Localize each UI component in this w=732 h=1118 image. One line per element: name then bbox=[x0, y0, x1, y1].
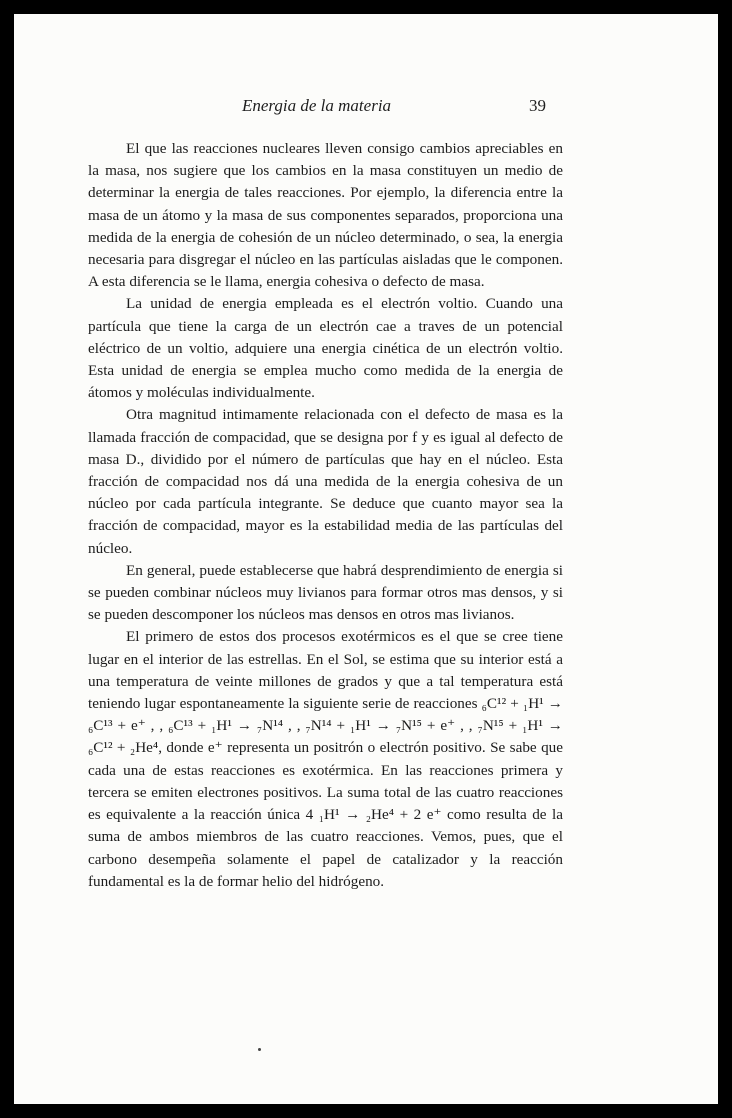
body-text bbox=[88, 138, 563, 893]
paragraph-packing-fraction: Otra magnitud intimamente relacionada con el defecto de masa es la llamada fracción de compacidad, que se designa por f y es igual al defecto de masa D., dividido por el número de partículas que hay en el núcleo. Esta fracción de compacidad nos dá una medida de la energia cohesiva de un núcleo por cada partícula integrante. Se deduce que cuanto mayor sea la fracción de compacidad, mayor es la estabilidad media de las partículas del núcleo. bbox=[88, 406, 563, 557]
book-page bbox=[14, 14, 718, 1104]
print-speck bbox=[258, 1048, 261, 1051]
paragraph-energy-release: En general, puede establecerse que habrá desprendimiento de energia si se pueden combinar núcleos muy livianos para formar otros mas densos, y si se pueden descomponer los núcleos mas densos en otros mas livianos. bbox=[88, 561, 563, 624]
paragraph-stellar-reactions: El primero de estos dos procesos exotérmicos es el que se cree tiene lugar en el interior de las estrellas. En el Sol, se estima que su interior está a una temperatura de veinte millones de grados y que a tal temperatura está teniendo lugar espontaneamente la siguiente serie de reacciones ₆C¹² + ₁H¹ → ₆C¹³ + e⁺ , , ₆C¹³ + ₁H¹ → ₇N¹⁴ , , ₇N¹⁴ + ₁H¹ → ₇N¹⁵ + e⁺ , , ₇N¹⁵ + ₁H¹ → ₆C¹² + ₂He⁴, donde e⁺ representa un positrón o electrón positivo. Se sabe que cada una de estas reacciones es exotérmica. En las reacciones primera y tercera se emiten electrones positivos. La suma total de las cuatro reacciones es equivalente a la reacción única 4 ₁H¹ → ₂He⁴ + 2 e⁺ como resulta de la suma de ambos miembros de las cuatro reacciones. Vemos, pues, que el carbono desempeña solamente el papel de catalizador y la reacción fundamental es la de formar helio del hidrógeno. bbox=[88, 628, 563, 890]
paragraph-mass-defect: El que las reacciones nucleares lleven consigo cambios apreciables en la masa, nos sugiere que los cambios en la masa constituyen un medio de determinar la energia de tales reacciones. Por ejemplo, la diferencia entre la masa de un átomo y la masa de sus componentes separados, proporciona una medida de la energia de cohesión de un núcleo determinado, o sea, la energia necesaria para disgregar el núcleo en las partículas aisladas que le componen. A esta diferencia se le llama, energia cohesiva o defecto de masa. bbox=[88, 140, 563, 291]
paragraph-electron-volt: La unidad de energia empleada es el electrón voltio. Cuando una partícula que tiene la carga de un electrón cae a traves de un potencial eléctrico de un voltio, adquiere una energia cinética de un electrón voltio. Esta unidad de energia se emplea mucho como medida de la energia de átomos y moléculas individualmente. bbox=[88, 295, 563, 402]
page-number: 39 bbox=[529, 96, 546, 115]
running-head-title: Energia de la materia bbox=[242, 96, 392, 115]
